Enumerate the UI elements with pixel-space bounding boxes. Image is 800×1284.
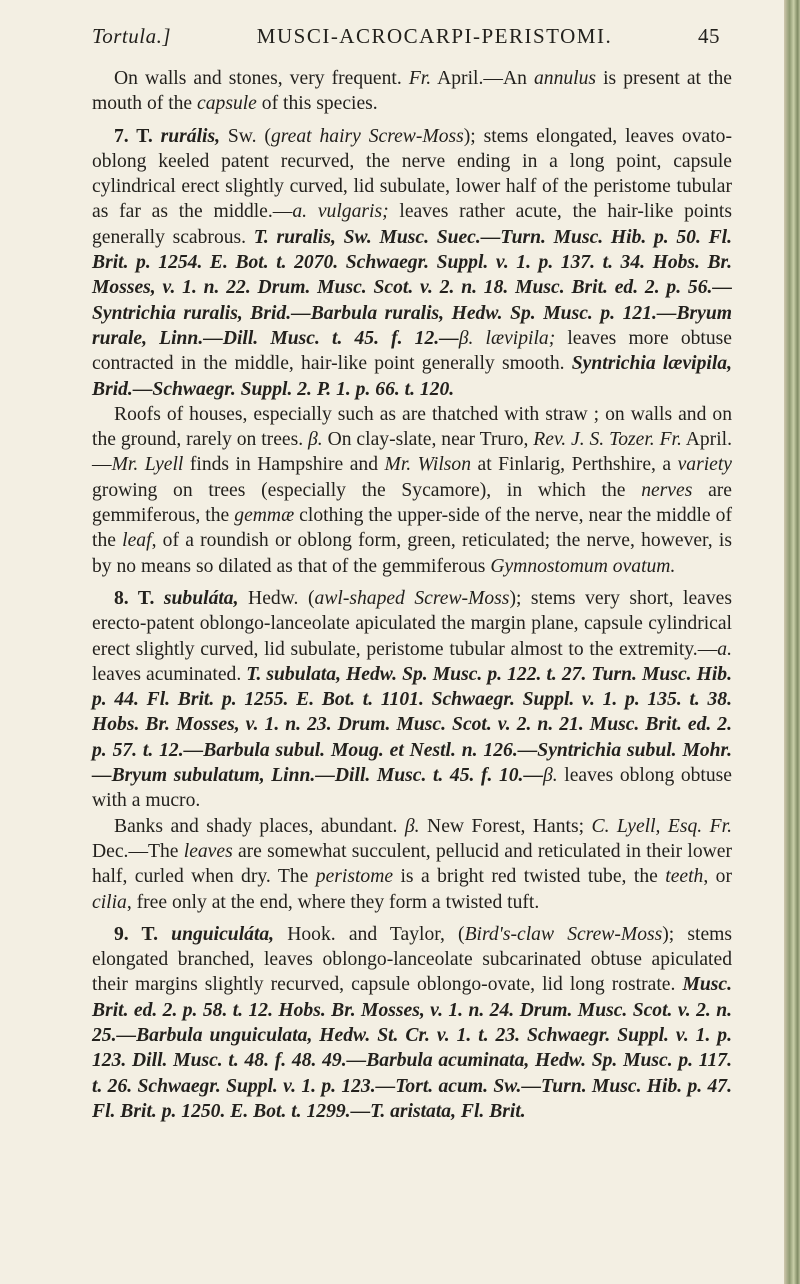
description: leaves rather acute, the hair-like points generally scabrous. — [92, 201, 732, 248]
text-run: Sw. ( — [219, 125, 271, 147]
term-variety: variety — [677, 454, 732, 476]
book-spine-edge — [784, 0, 800, 1284]
text-run: On walls and stones, very frequent. — [114, 68, 409, 89]
text-run: clothing the upper-side of the nerve, near the middle of the — [92, 505, 732, 552]
text-run: , or — [703, 866, 732, 888]
text-run: at Finlarig, Perthshire, a — [471, 454, 678, 476]
term-leaf: leaf — [122, 530, 152, 552]
references: T. subulata, Hedw. Sp. Musc. p. 122. t. 27. Turn. Musc. Hib. p. 44. Fl. Brit. p. 1255. E. Bot. t. 1101. Schwaegr. Suppl. v. 1. p. 135. t. 38. Hobs. Br. Mosses, v. 1. n. 23. Drum. Musc. Scot. v. 2. n. 21. Musc. Brit. ed. 2. p. 57. t. 12.—Barbula subul. Moug. et Nestl. n. 126.—Syntrichia subul. Mohr.—Bryum subulatum, Linn.—Dill. Musc. t. 45. f. 10.— — [92, 663, 732, 787]
page-number: 45 — [698, 24, 720, 48]
text-run: On clay-slate, near Truro, — [322, 429, 534, 451]
species-number: 9. T. — [114, 923, 172, 945]
collector-name: Mr. Wilson — [384, 454, 472, 476]
text-run: Dec.—The — [92, 840, 184, 862]
running-head — [92, 24, 720, 58]
description: leaves oblong obtuse with a mucro. — [92, 765, 732, 812]
term-gemmae: gemmæ — [234, 505, 295, 527]
text-run: are somewhat succulent, pellucid and reticulated in their lower half, curled when dry. The — [92, 840, 732, 888]
habitat-paragraph-6 — [92, 66, 732, 117]
description: leaves acuminated. — [92, 663, 247, 685]
fruiting-label: Fr. — [659, 429, 682, 451]
term-annulus: annulus — [533, 68, 597, 89]
species-name: rurális, — [160, 125, 220, 147]
variety-beta: β. — [543, 765, 558, 787]
text-run: are gemmiferous, the — [92, 479, 732, 527]
text-run: growing on trees (especially the Sycamore), in which the — [92, 479, 642, 501]
fruiting-label: Fr. — [408, 68, 432, 89]
term-nerves: nerves — [641, 479, 693, 501]
text-run: is a bright red twisted tube, the — [393, 866, 666, 888]
species-number: 8. T. — [114, 587, 164, 609]
text-run: , free only at the end, where they form a twisted tuft. — [126, 891, 540, 913]
english-name: Bird's-claw Screw-Moss — [464, 923, 663, 945]
text-run: April.—An — [431, 68, 534, 89]
description: ); stems elongated, leaves ovato-oblong keeled patent recurved, the nerve ending in a long point, capsule cylindrical erect slightly curved, lid subulate, lower half of the peristome tubular as far as the middle.— — [92, 125, 732, 223]
description: ); stems very short, leaves erecto-patent oblongo-lanceolate apiculated the margin plane, capsule cylindrical erect slightly curved, lid subulate, peristome tubular almost to the extremity.— — [92, 587, 732, 660]
text-run — [702, 816, 709, 837]
species-number: 7. T. — [114, 125, 161, 147]
species-name: subuláta, — [163, 587, 239, 609]
english-name: awl-shaped Screw-Moss — [314, 587, 510, 609]
term-peristome: peristome — [315, 866, 394, 888]
variety-beta: β. lævipila; — [458, 327, 556, 349]
species-name: unguiculáta, — [171, 923, 275, 945]
term-capsule: capsule — [197, 93, 257, 115]
collector-name: Mr. Lyell — [111, 454, 184, 476]
running-head-title: MUSCI-ACROCARPI-PERISTOMI. — [256, 24, 613, 48]
text-run: is present at the mouth of the — [92, 68, 732, 115]
fruiting-label: Fr. — [709, 815, 732, 837]
text-run: finds in Hampshire and — [183, 454, 385, 476]
description: ); stems elongated branched, leaves oblongo-lanceolate subcarinated obtuse apiculated their margins slightly recurved, capsule oblongo-ovate, lid long rostrate. — [92, 923, 733, 996]
species-entry-7 — [92, 124, 732, 402]
references: T. ruralis, Sw. Musc. Suec.—Turn. Musc. Hib. p. 50. Fl. Brit. p. 1254. E. Bot. t. 2070. Schwaegr. Suppl. v. 1. p. 137. t. 34. Hobs. Br. Mosses, v. 1. n. 22. Drum. Musc. Scot. v. 2. n. 18. Musc. Brit. ed. 2. p. 56.—Syntrichia ruralis, Brid.—Barbula ruralis, Hedw. Sp. Musc. p. 121.—Bryum rurale, Linn.—Dill. Musc. t. 45. f. 12.— — [92, 226, 732, 349]
text-run: April.— — [92, 429, 732, 476]
text-run: Hedw. ( — [238, 587, 315, 609]
habitat-paragraph-7 — [92, 402, 732, 579]
term-leaves: leaves — [183, 840, 233, 862]
text-run: Roofs of houses, especially such as are thatched with straw ; on walls and on the ground, rarely on trees. — [92, 403, 732, 451]
references: Syntrichia lævipila, Brid.—Schwaegr. Suppl. 2. P. 1. p. 66. t. 120. — [92, 353, 732, 400]
species-entry-9 — [92, 922, 732, 1124]
term-teeth: teeth — [665, 866, 704, 888]
text-run: , of a roundish or oblong form, green, reticulated; the nerve, however, is by no means so dilated as that of the gemmiferous — [92, 530, 732, 577]
text-run: of this species. — [256, 93, 378, 115]
variety-alpha: a. — [717, 638, 732, 660]
habitat-paragraph-8 — [92, 814, 732, 915]
english-name: great hairy Screw-Moss — [270, 125, 464, 147]
references: Musc. Brit. ed. 2. p. 58. t. 12. Hobs. Br. Mosses, v. 1. n. 24. Drum. Musc. Scot. v. 2. n. 25.—Barbula unguiculata, Hedw. St. Cr. v. 1. t. 23. Schwaegr. Suppl. v. 1. p. 123. Dill. Musc. t. 48. f. 48. 49.—Barbula acuminata, Hedw. Sp. Musc. p. 117. t. 26. Schwaegr. Suppl. v. 1. p. 123.—Tort. acum. Sw.—Turn. Musc. Hib. p. 47. Fl. Brit. p. 1250. E. Bot. t. 1299.—T. aristata, Fl. Brit. — [92, 974, 732, 1122]
variety-beta: β. — [404, 815, 420, 837]
variety-beta: β. — [308, 429, 323, 451]
collector-name: C. Lyell, Esq. — [591, 815, 703, 837]
variety-alpha: a. vulgaris; — [292, 201, 389, 223]
text-run: Banks and shady places, abundant. — [114, 815, 405, 837]
description: leaves more obtuse contracted in the middle, hair-like point generally smooth. — [92, 327, 732, 375]
text-run: Hook. and Taylor, ( — [274, 923, 465, 945]
text-run: New Forest, Hants; — [419, 815, 592, 837]
body-text — [92, 66, 732, 1124]
term-cilia: cilia — [92, 891, 127, 913]
species-reference: Gymnostomum ovatum. — [490, 555, 676, 577]
species-entry-8 — [92, 586, 732, 814]
collector-name: Rev. J. S. Tozer. — [533, 429, 655, 451]
running-head-genus: Tortula.] — [92, 24, 172, 48]
